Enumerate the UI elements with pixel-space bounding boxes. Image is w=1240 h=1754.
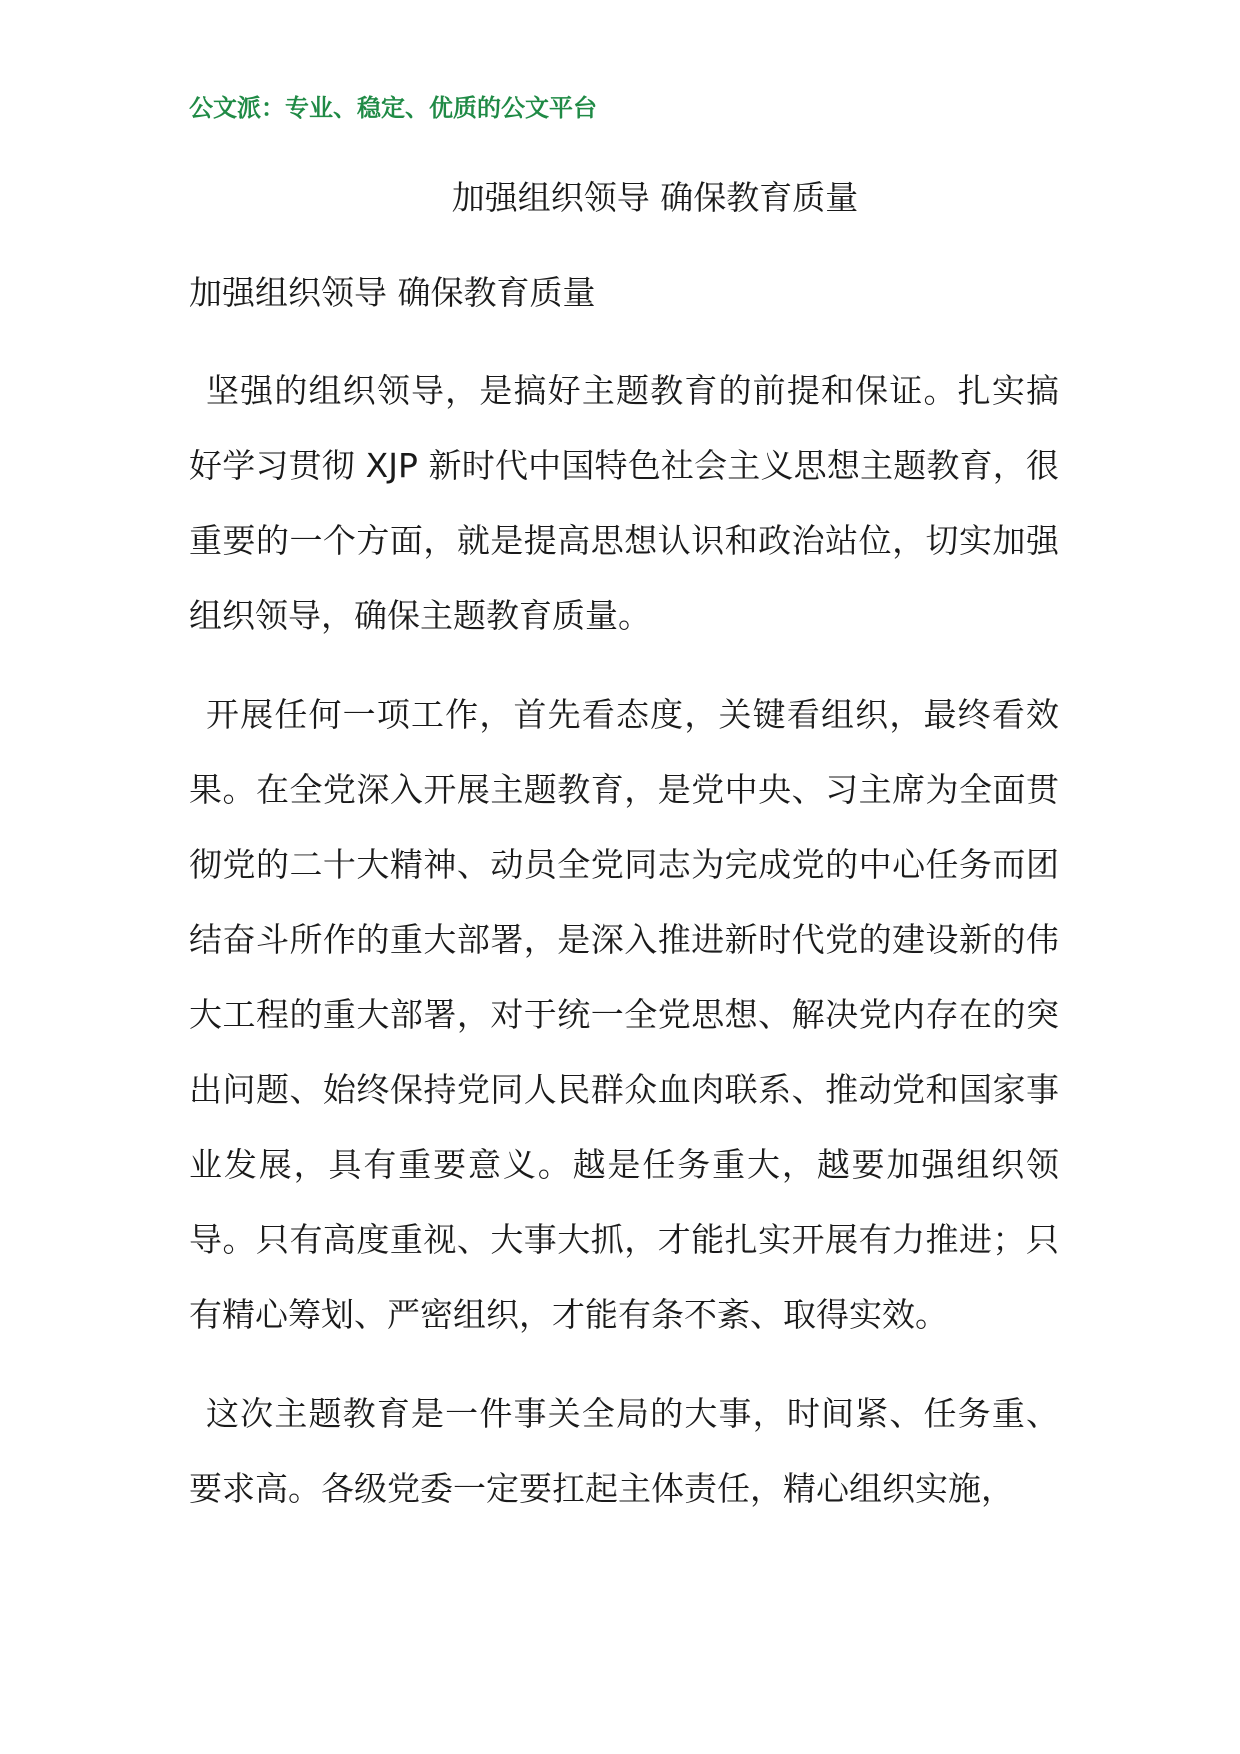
document-body — [189, 353, 1059, 1550]
platform-header: 公文派：专业、稳定、优质的公文平台 — [189, 94, 597, 122]
document-title: 加强组织领导 确保教育质量 — [451, 178, 859, 217]
paragraph-1: 坚强的组织领导，是搞好主题教育的前提和保证。扎实搞好学习贯彻 XJP 新时代中国特色社会主义思想主题教育，很重要的一个方面，就是提高思想认识和政治站位，切实加强组织领导，确保主题教育质量。 — [189, 371, 1059, 635]
document-title-row — [0, 172, 1240, 219]
paragraph-2: 开展任何一项工作，首先看态度，关键看组织，最终看效果。在全党深入开展主题教育，是党中央、习主席为全面贯彻党的二十大精神、动员全党同志为完成党的中心任务而团结奋斗所作的重大部署，是深入推进新时代党的建设新的伟大工程的重大部署，对于统一全党思想、解决党内存在的突出问题、始终保持党同人民群众血肉联系、推动党和国家事业发展，具有重要意义。越是任务重大，越要加强组织领导。只有高度重视、大事大抓，才能扎实开展有力推进；只有精心筹划、严密组织，才能有条不紊、取得实效。 — [189, 695, 1059, 1334]
document-subtitle: 加强组织领导 确保教育质量 — [189, 273, 596, 312]
paragraph-3: 这次主题教育是一件事关全局的大事，时间紧、任务重、要求高。各级党委一定要扛起主体责任，精心组织实施， — [189, 1394, 1059, 1508]
